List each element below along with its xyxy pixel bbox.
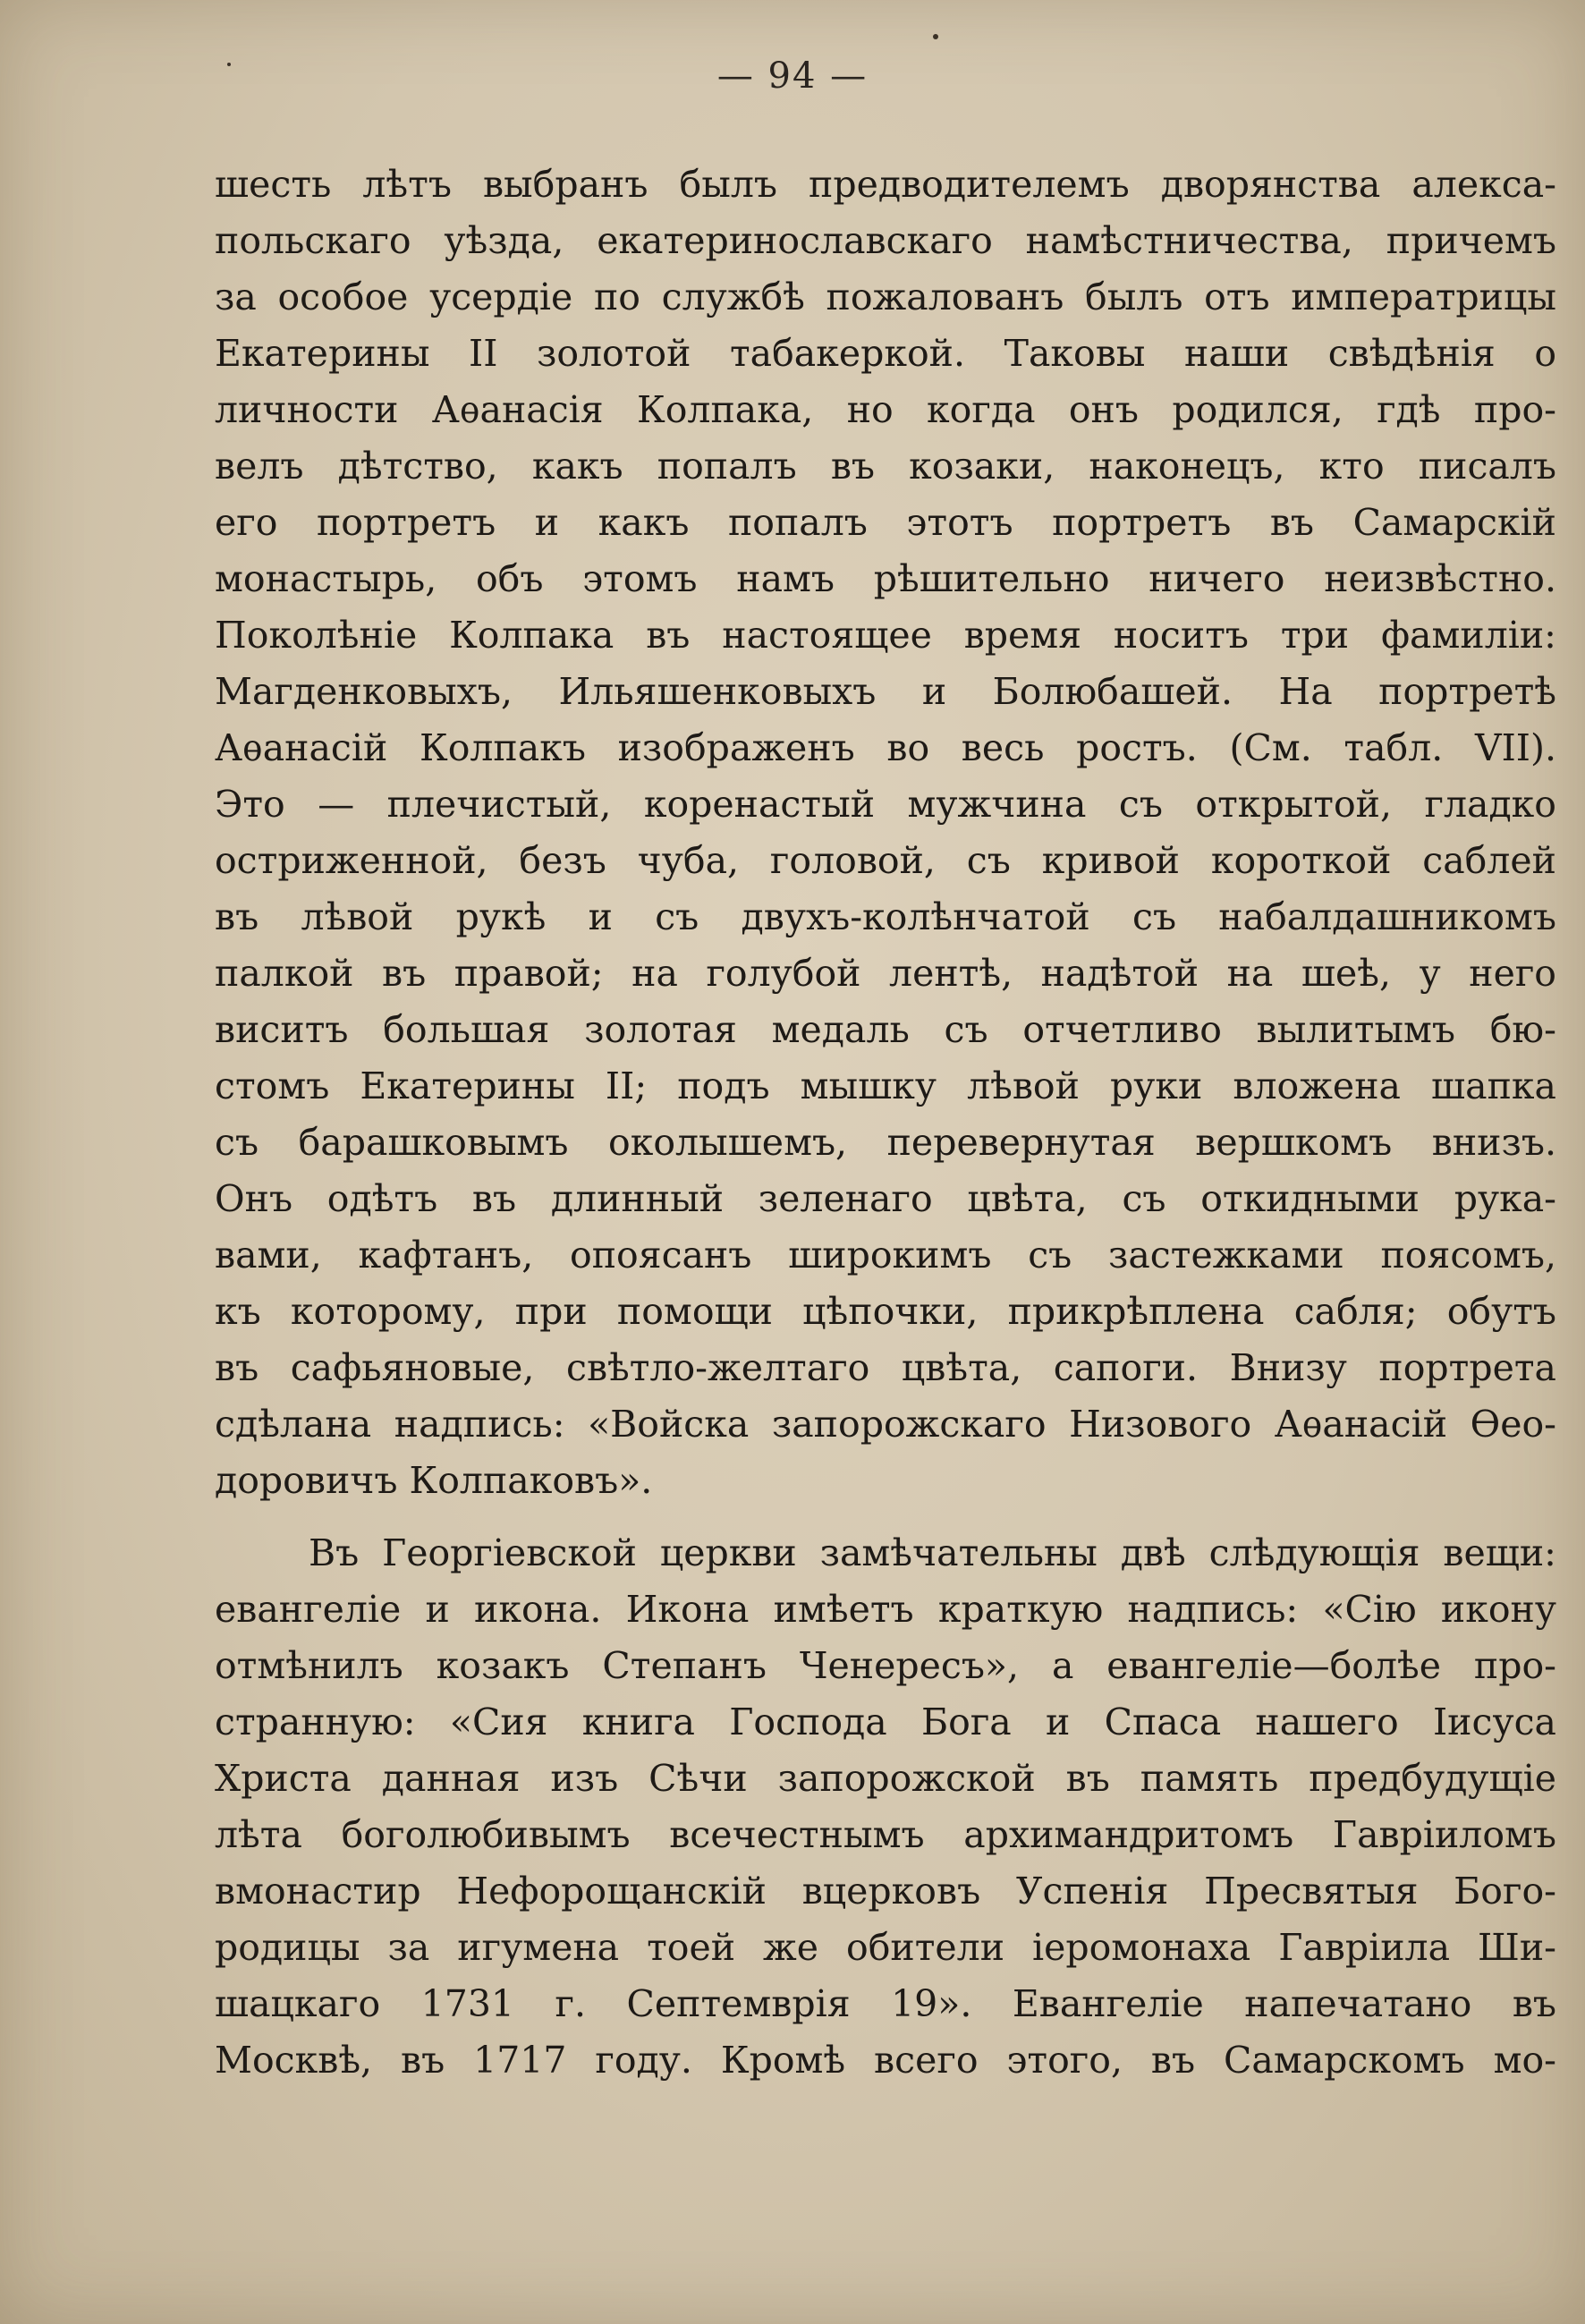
text-line: польскаго уѣзда, екатеринославскаго намѣстничества, причемъ bbox=[215, 219, 1556, 262]
text-line: отмѣнилъ козакъ Степанъ Ченересъ», а евангеліе—болѣе про- bbox=[215, 1644, 1556, 1687]
text-line: за особое усердіе по службѣ пожалованъ былъ отъ императрицы bbox=[215, 276, 1556, 318]
paragraph-2 bbox=[215, 1525, 1556, 2089]
text-line: Магденковыхъ, Ильяшенковыхъ и Болюбашей. На портретѣ bbox=[215, 670, 1556, 713]
text-line: странную: «Сия книга Господа Бога и Спаса нашего Іисуса bbox=[215, 1701, 1556, 1743]
text-line: его портретъ и какъ попалъ этотъ портретъ въ Самарскій bbox=[215, 501, 1556, 544]
text-line: Аѳанасій Колпакъ изображенъ во весь ростъ. (См. табл. VII). bbox=[215, 726, 1556, 769]
text-line: лѣта боголюбивымъ всечестнымъ архимандритомъ Гавріиломъ bbox=[215, 1813, 1556, 1856]
text-line: велъ дѣтство, какъ попалъ въ козаки, наконецъ, кто писалъ bbox=[215, 445, 1556, 488]
text-line: личности Аѳанасія Колпака, но когда онъ родился, гдѣ про- bbox=[215, 388, 1556, 431]
text-line: къ которому, при помощи цѣпочки, прикрѣплена сабля; обутъ bbox=[215, 1290, 1556, 1333]
text-line: вами, кафтанъ, опоясанъ широкимъ съ застежками поясомъ, bbox=[215, 1234, 1556, 1277]
text-line: палкой въ правой; на голубой лентѣ, надѣтой на шеѣ, у него bbox=[215, 952, 1556, 995]
text-line: сдѣлана надпись: «Войска запорожскаго Низового Аѳанасій Ѳео- bbox=[215, 1403, 1556, 1446]
text-line: виситъ большая золотая медаль съ отчетливо вылитымъ бю- bbox=[215, 1008, 1556, 1051]
ink-speck bbox=[933, 34, 938, 39]
text-line: въ лѣвой рукѣ и съ двухъ-колѣнчатой съ набалдашникомъ bbox=[215, 895, 1556, 938]
text-line: Поколѣніе Колпака въ настоящее время носитъ три фамиліи: bbox=[215, 614, 1556, 657]
paragraph-gap bbox=[215, 1509, 1556, 1525]
text-line: Это — плечистый, коренастый мужчина съ открытой, гладко bbox=[215, 783, 1556, 826]
text-line: стомъ Екатерины II; подъ мышку лѣвой руки вложена шапка bbox=[215, 1064, 1556, 1107]
text-line: остриженной, безъ чуба, головой, съ кривой короткой саблей bbox=[215, 839, 1556, 882]
text-line: Въ Георгіевской церкви замѣчательны двѣ слѣдующія вещи: bbox=[309, 1531, 1556, 1574]
text-line: Екатерины II золотой табакеркой. Таковы наши свѣдѣнія о bbox=[215, 332, 1556, 375]
text-line: шесть лѣтъ выбранъ былъ предводителемъ дворянства алекса- bbox=[215, 163, 1556, 206]
text-line: вмонастир Нефорощанскій вцерковъ Успенія Пресвятыя Бого- bbox=[215, 1870, 1556, 1913]
text-line: съ барашковымъ околышемъ, перевернутая вершкомъ внизъ. bbox=[215, 1121, 1556, 1164]
text-line: въ сафьяновые, свѣтло-желтаго цвѣта, сапоги. Внизу портрета bbox=[215, 1346, 1556, 1389]
text-line: монастырь, объ этомъ намъ рѣшительно ничего неизвѣстно. bbox=[215, 557, 1556, 600]
text-line: евангеліе и икона. Икона имѣетъ краткую надпись: «Сію икону bbox=[215, 1588, 1556, 1631]
page-number: — 94 — bbox=[716, 55, 869, 97]
paragraph-1 bbox=[215, 157, 1556, 1509]
text-line: Москвѣ, въ 1717 году. Кромѣ всего этого, въ Самарскомъ мо- bbox=[215, 2039, 1556, 2082]
text-line: родицы за игумена тоей же обители іеромонаха Гавріила Ши- bbox=[215, 1926, 1556, 1969]
text-line: Христа данная изъ Сѣчи запорожской въ память предбудущіе bbox=[215, 1757, 1556, 1800]
body-text bbox=[215, 157, 1556, 2089]
text-line: Онъ одѣтъ въ длинный зеленаго цвѣта, съ откидными рука- bbox=[215, 1177, 1556, 1220]
text-line: шацкаго 1731 г. Септемврія 19». Евангеліе напечатано въ bbox=[215, 1982, 1556, 2025]
text-line: доровичъ Колпаковъ». bbox=[215, 1459, 653, 1502]
